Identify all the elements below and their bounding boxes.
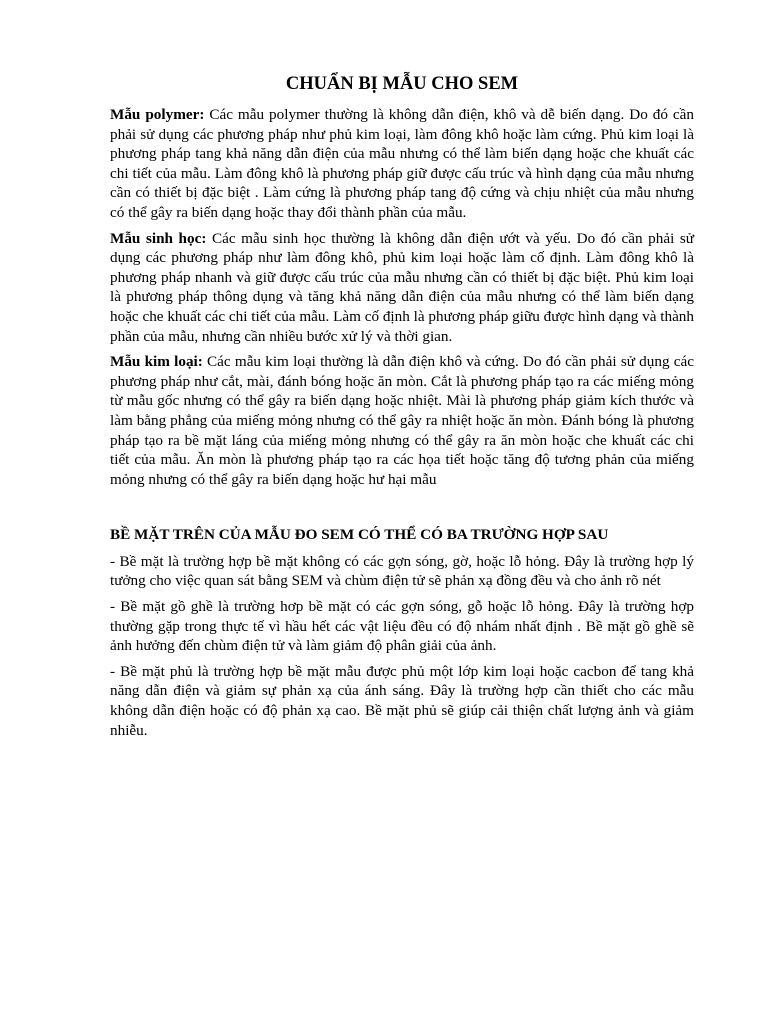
section-metal-text: Các mẫu kim loại thường là dẫn điện khô và cứng. Do đó cần phải sử dụng các phương pháp như cắt, mài, đánh bóng hoặc ăn mòn. Cắt là phương pháp tạo ra các miếng mỏng từ mẫu gốc nhưng có thể gây ra biến dạng hoặc nhiệt. Mài là phương pháp giảm kích thước và làm bằng phẳng của miếng mỏng nhưng có thể gây ra nhiệt hoặc ăn mòn. Đánh bóng là phương pháp tạo ra bề mặt láng của miếng mỏng nhưng có thể gây ra ăn mòn hoặc che khuất các chi tiết của mẫu. Ăn mòn là phương pháp tạo ra các họa tiết hoặc tăng độ tương phản của miếng mỏng nhưng có thể gây ra biến dạng hoặc hư hại mẫu: [110, 353, 694, 488]
section-biological-lead: Mẫu sinh học:: [110, 229, 207, 247]
surface-case-rough: - Bề mặt gồ ghề là trường hơp bề mặt có các gợn sóng, gỗ hoặc lỗ hỏng. Đây là trường hợp thường gặp trong thực tế vì hầu hết các vật liệu đều có độ nhám nhất định . Bề mặt gồ ghề sẽ ảnh hưởng đến chùm điện tử và làm giảm độ phân giải của ảnh.: [110, 598, 694, 655]
section-polymer-text: Các mẫu polymer thường là không dẫn điện, khô và dễ biến dạng. Do đó cần phải sử dụng các phương pháp như phủ kim loại, làm đông khô hoặc làm cứng. Phủ kim loại là phương pháp tang khả năng dẫn điện của mẫu nhưng có thể làm biến dạng hoặc che khuất các chi tiết của mẫu. Làm đông khô là phương pháp giữ được cấu trúc và hình dạng của mẫu nhưng cần có thiết bị đặc biệt . Làm cứng là phương pháp tang độ cứng và chịu nhiệt của mẫu nhưng có thể gây ra biến dạng hoặc thay đổi thành phần của mẫu.: [110, 106, 695, 221]
document-title: CHUẨN BỊ MẪU CHO SEM: [285, 74, 519, 94]
surface-case-coated: - Bề mặt phủ là trường hợp bề mặt mẫu được phủ một lớp kim loại hoặc cacbon để tang khả năng dẫn điện và giảm sự phản xạ của ánh sáng. Đây là trường hợp cần thiết cho các mẫu không dẫn điện hoặc có độ phản xạ cao. Bề mặt phủ sẽ giúp cải thiện chất lượng ảnh và giảm nhiễu.: [110, 662, 694, 739]
section-metal-lead: Mẫu kim loại:: [110, 353, 203, 371]
section-spacer: [110, 495, 694, 525]
section-polymer-lead: Mẫu polymer:: [110, 106, 205, 123]
section-polymer: [110, 105, 694, 223]
section-biological: [110, 229, 694, 347]
surface-case-smooth: - Bề mặt là trường hợp bề mặt không có các gợn sóng, gờ, hoặc lỗ hỏng. Đây là trường hợp lý tưởng cho việc quan sát bằng SEM và chùm điện tử sẽ phản xạ đồng đều và cho ảnh rõ nét: [110, 552, 694, 590]
section-biological-text: Các mẫu sinh học thường là không dẫn điện ướt và yếu. Do đó cần phải sử dụng các phương pháp như làm đông khô, phủ kim loại hoặc làm cố định. Làm đông khô là phương pháp nhanh và giữ được cấu trúc của mẫu nhưng cần có thiết bị đặc biệt. Phủ kim loại là phương pháp thông dụng và tăng khả năng dẫn điện của mẫu nhưng có thể làm biến dạng hoặc che khuất các chi tiết của mẫu. Làm cố định là phương pháp giữu được hình dạng và thành phần của mẫu, nhưng cần nhiều bước xử lý và thời gian.: [110, 229, 695, 345]
surface-heading: BỀ MẶT TRÊN CỦA MẪU ĐO SEM CÓ THỂ CÓ BA TRƯỜNG HỢP SAU: [110, 526, 609, 544]
document-page: [110, 72, 694, 746]
section-metal: [110, 352, 694, 489]
